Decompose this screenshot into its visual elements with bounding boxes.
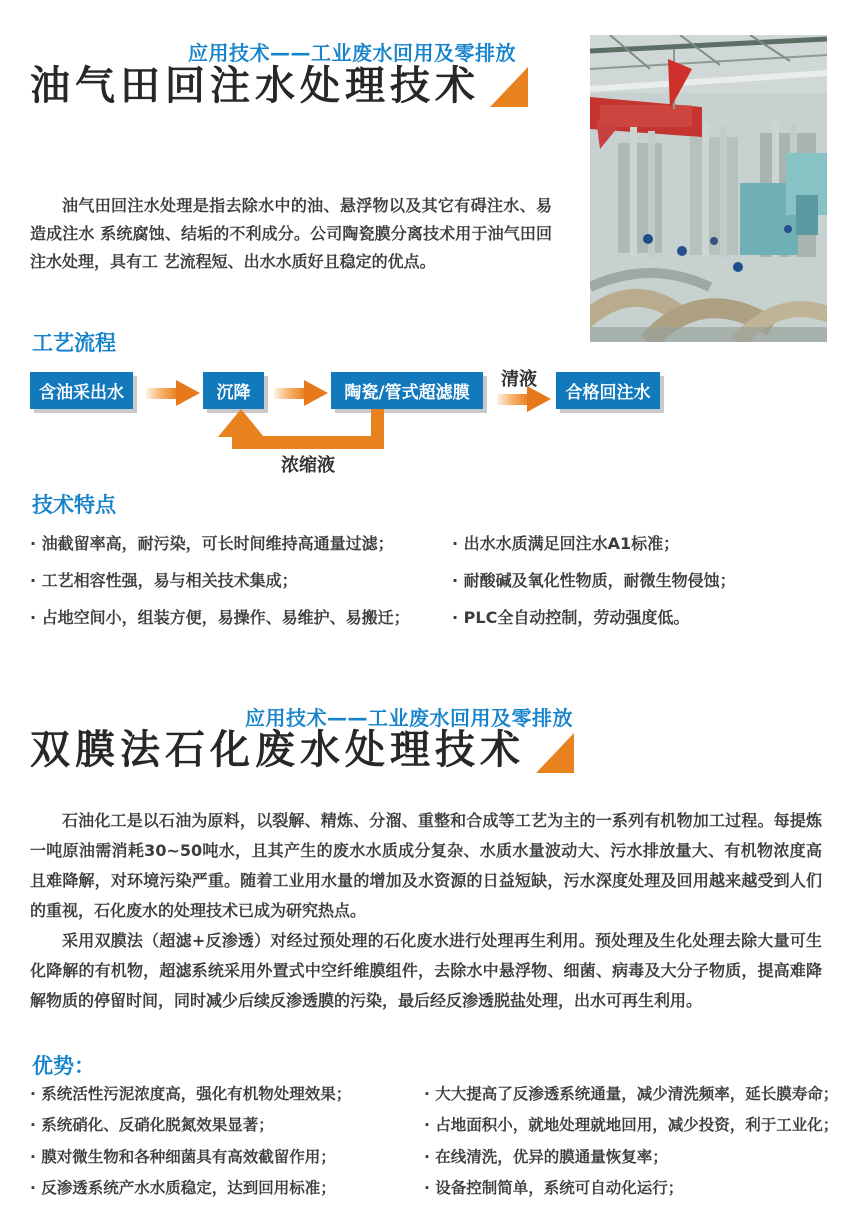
arrow-tail	[146, 388, 176, 399]
advantage-item: · 系统活性污泥浓度高，强化有机物处理效果；	[30, 1085, 352, 1103]
flow-step-qualified-reinjection-water: 合格回注水	[556, 372, 660, 409]
concentrate-recycle-arrow-icon	[218, 409, 393, 455]
advantage-item: · 在线清洗，优异的膜通量恢复率；	[424, 1148, 668, 1166]
section2-paragraph-1: 石油化工是以石油为原料，以裂解、精炼、分溜、重整和合成等工艺为主的一系列有机物加工过程。每提炼一吨原油需消耗30~50吨水，且其产生的废水水质成分复杂、水质水量波动大、污水排放量大、有机物浓度高且难降解，对环境污染严重。随着工业用水量的增加及水资源的日益短缺，污水深度处理及回用越来越受到人们的重视，石化废水的处理技术已成为研究热点。	[30, 811, 822, 920]
arrow-tail	[274, 388, 304, 399]
flow-step-ceramic-membrane: 陶瓷/管式超滤膜	[331, 372, 483, 409]
industrial-plant-photo	[590, 35, 827, 342]
arrow-head	[176, 380, 200, 406]
arrow-tail	[497, 394, 527, 405]
process-flow-heading: 工艺流程	[32, 331, 116, 355]
feature-item: · 油截留率高，耐污染，可长时间维持高通量过滤；	[30, 534, 394, 553]
arrow-head	[304, 380, 328, 406]
permeate-label: 清液	[501, 369, 537, 390]
feature-item: · 耐酸碱及氧化性物质，耐微生物侵蚀；	[452, 571, 736, 590]
flow-step-sedimentation: 沉降	[203, 372, 264, 409]
concentrate-label: 浓缩液	[281, 455, 335, 476]
feature-item: · PLC全自动控制，劳动强度低。	[452, 608, 690, 627]
section1-eyebrow: 应用技术——工业废水回用及零排放	[188, 41, 516, 65]
industrial-plant-photo-graphic	[590, 35, 827, 342]
flow-step-oily-produced-water: 含油采出水	[30, 372, 133, 409]
advantage-item: · 占地面积小，就地处理就地回用，减少投资，利于工业化；	[424, 1116, 839, 1134]
advantage-item: · 系统硝化、反硝化脱氮效果显著；	[30, 1116, 274, 1134]
advantage-item: · 设备控制简单，系统可自动化运行；	[424, 1179, 684, 1197]
features-heading: 技术特点	[32, 493, 116, 517]
arrow-head	[527, 386, 551, 412]
advantage-item: · 大大提高了反渗透系统通量，减少清洗频率，延长膜寿命；	[424, 1085, 839, 1103]
section2-eyebrow: 应用技术——工业废水回用及零排放	[245, 706, 573, 730]
section2-title: 双膜法石化废水处理技术	[30, 727, 525, 773]
flow-arrow-icon	[497, 386, 551, 412]
section1-intro-paragraph: 油气田回注水处理是指去除水中的油、悬浮物以及其它有碍注水、易造成注水 系统腐蚀、结垢的不利成分。公司陶瓷膜分离技术用于油气田回注水处理，具有工 艺流程短、出水水质好且稳定的优点。	[30, 196, 552, 271]
feature-item: · 出水水质满足回注水A1标准；	[452, 534, 680, 553]
feature-item: · 工艺相容性强，易与相关技术集成；	[30, 571, 298, 590]
section2-paragraph-2: 采用双膜法（超滤+反渗透）对经过预处理的石化废水进行处理再生利用。预处理及生化处理去除大量可生化降解的有机物，超滤系统采用外置式中空纤维膜组件，去除水中悬浮物、细菌、病毒及大分子物质，提高难降解物质的停留时间，同时减少后续反渗透膜的污染，最后经反渗透脱盐处理，出水可再生利用。	[30, 931, 822, 1010]
orange-triangle-icon	[490, 67, 528, 107]
orange-triangle-icon	[536, 733, 574, 773]
advantages-heading: 优势：	[32, 1054, 95, 1078]
flow-arrow-icon	[274, 380, 328, 406]
advantage-item: · 反渗透系统产水水质稳定，达到回用标准；	[30, 1179, 336, 1197]
flow-arrow-icon	[146, 380, 200, 406]
section1-title: 油气田回注水处理技术	[30, 63, 480, 109]
feature-item: · 占地空间小，组装方便，易操作、易维护、易搬迁；	[30, 608, 410, 627]
advantage-item: · 膜对微生物和各种细菌具有高效截留作用；	[30, 1148, 336, 1166]
